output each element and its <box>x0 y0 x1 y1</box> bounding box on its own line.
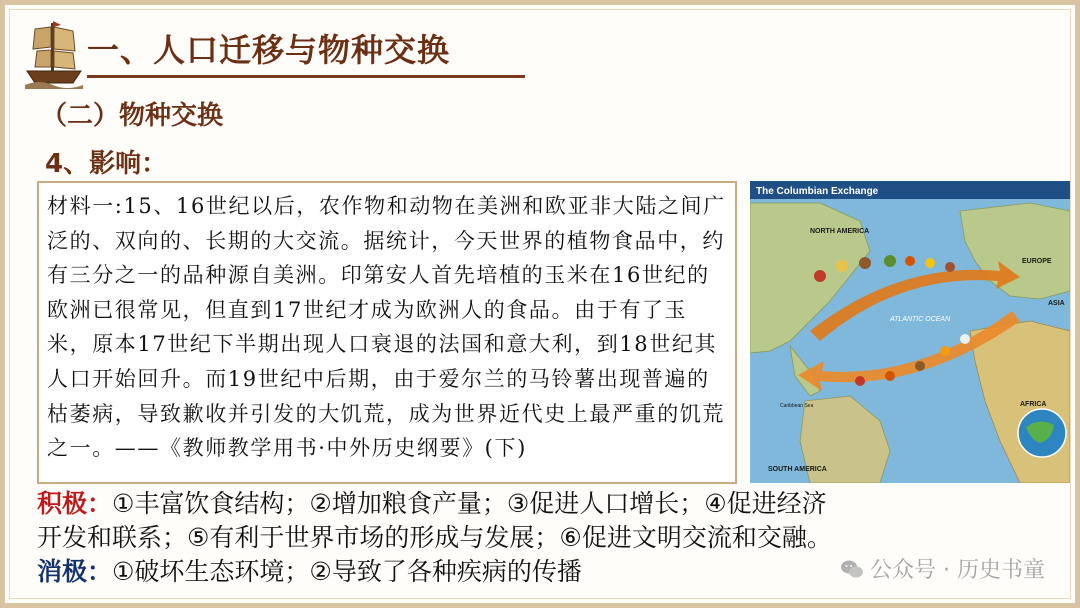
label-africa: AFRICA <box>1020 401 1047 408</box>
negative-text: ①破坏生态环境；②导致了各种疾病的传播 <box>112 557 582 586</box>
label-north-america: NORTH AMERICA <box>810 228 870 235</box>
positive-text-1: ①丰富饮食结构；②增加粮食产量；③促进人口增长；④促进经济 <box>112 489 827 518</box>
label-caribbean: Caribbean Sea <box>780 403 814 409</box>
watermark <box>840 553 1045 584</box>
section-subtitle: （二）物种交换 <box>41 101 224 131</box>
columbian-exchange-map <box>750 181 1070 483</box>
wechat-icon <box>840 558 864 580</box>
label-south-america: SOUTH AMERICA <box>768 466 827 473</box>
ship-logo-icon <box>23 19 85 91</box>
title-underline <box>87 75 525 78</box>
material-text: 材料一:15、16世纪以后，农作物和动物在美洲和欧亚非大陆之间广泛的、双向的、长期的大交流。据统计，今天世界的植物食品中，约有三分之一的品种源自美洲。印第安人首先培植的玉米在16世纪的欧洲已很常见，但直到17世纪才成为欧洲人的食品。由于有了玉米，原本17世纪下半期出现人口衰退的法国和意大利，到18世纪其人口开始回升。而19世纪中后期，由于爱尔兰的马铃薯出现普遍的枯萎病，导致歉收并引发的大饥荒，成为世界近代史上最严重的饥荒之一。——《教师教学用书·中外历史纲要》(下) <box>47 194 726 461</box>
positive-label: 积极： <box>37 489 113 518</box>
page-title: 一、人口迁移与物种交换 <box>87 31 451 69</box>
negative-label: 消极： <box>37 557 113 586</box>
map-title: The Columbian Exchange <box>756 186 879 197</box>
positive-line-2: 开发和联系；⑤有利于世界市场的形成与发展；⑥促进文明交流和交融。 <box>37 523 832 552</box>
material-box <box>37 181 737 484</box>
label-europe: EUROPE <box>1022 258 1052 265</box>
positive-line-1 <box>37 487 1057 521</box>
label-atlantic: ATLANTIC OCEAN <box>890 316 951 323</box>
label-asia: ASIA <box>1048 300 1065 307</box>
watermark-text: 公众号 · 历史书童 <box>870 558 1045 583</box>
point-heading: 4、影响： <box>45 149 168 179</box>
